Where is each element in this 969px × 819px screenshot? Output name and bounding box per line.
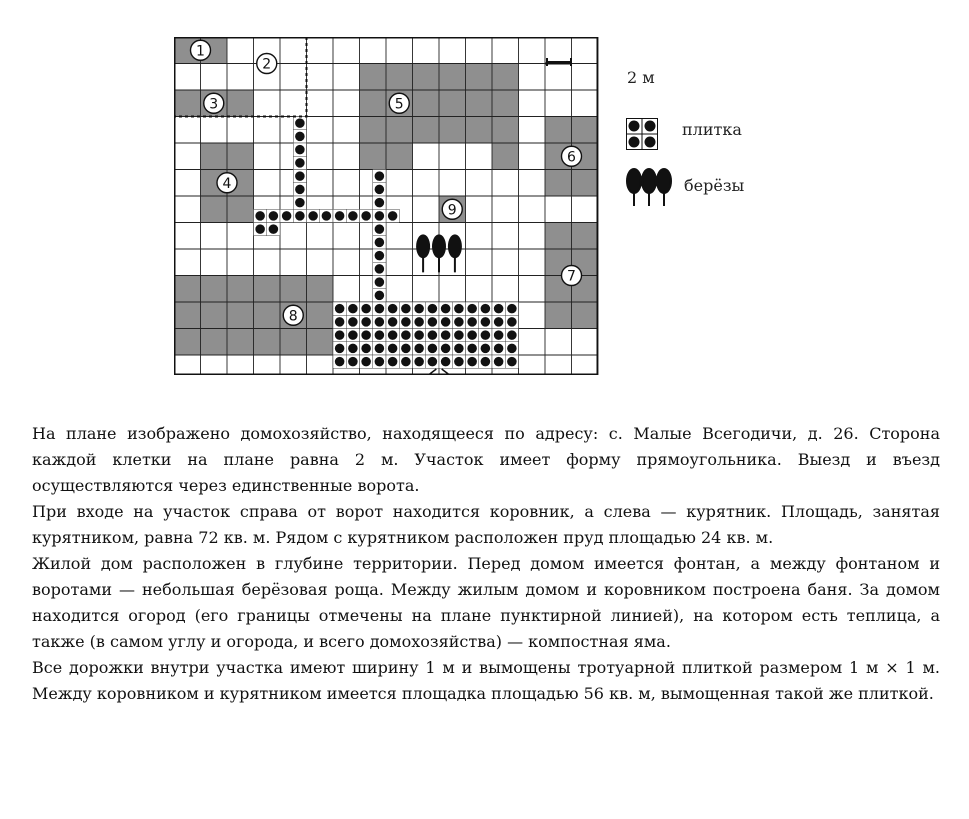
tile-dot <box>428 304 438 314</box>
tile-dot <box>414 357 424 367</box>
tile-dot <box>481 344 491 354</box>
tile-dot <box>494 344 504 354</box>
tile-dot <box>375 304 385 314</box>
tile-dot <box>441 330 451 340</box>
tile-dot <box>295 185 305 195</box>
tile-dot <box>269 224 279 234</box>
paragraph-1: На плане изображено домохозяйство, находящееся по адресу: с. Малые Всегодичи, д. 26. Сторона каждой клетки на плане равна 2 м. Участок имеет форму прямоугольника. Выезд и въезд осуществляются через единственные ворота. <box>32 424 940 495</box>
tile-dot <box>375 277 385 287</box>
tile-dot <box>467 304 477 314</box>
object-4-label <box>217 173 237 193</box>
tile-dot <box>454 304 464 314</box>
object-9-label <box>442 199 462 219</box>
tile-dot <box>361 344 371 354</box>
tile-dot <box>414 344 424 354</box>
tile-dot <box>388 317 398 327</box>
tile-dot <box>507 357 517 367</box>
tile-dot <box>388 344 398 354</box>
number-text: 1 <box>196 43 205 60</box>
tile-dot <box>388 304 398 314</box>
birch-crown <box>416 234 430 258</box>
tile-dot <box>494 304 504 314</box>
scale-bar-icon <box>546 58 572 66</box>
tile-dot <box>428 317 438 327</box>
tile-dot <box>375 185 385 195</box>
tile-dot <box>295 158 305 168</box>
tile-dot <box>361 357 371 367</box>
tile-dot <box>361 317 371 327</box>
tile-dot <box>348 344 358 354</box>
tile-dot <box>375 264 385 274</box>
tile-dot <box>375 330 385 340</box>
tile-dot <box>494 317 504 327</box>
tile-dot <box>454 317 464 327</box>
tile-dot <box>494 357 504 367</box>
tile-dot <box>375 224 385 234</box>
tile-dot <box>441 317 451 327</box>
tile-dot <box>454 330 464 340</box>
tile-dot <box>401 330 411 340</box>
tile-dot <box>335 304 345 314</box>
tile-dot <box>467 344 477 354</box>
tile-dot <box>335 211 345 221</box>
tile-dot <box>414 330 424 340</box>
birch-icon <box>432 234 446 272</box>
tile-dot <box>269 211 279 221</box>
tile-dot <box>295 132 305 142</box>
tile-dot <box>441 344 451 354</box>
tile-dot <box>481 304 491 314</box>
tile-dot <box>388 330 398 340</box>
tile-dot <box>375 171 385 181</box>
number-text: 7 <box>567 268 576 285</box>
tile-dot <box>295 171 305 181</box>
tile-dot <box>454 357 464 367</box>
tile-dot <box>375 291 385 301</box>
tile-dot <box>335 357 345 367</box>
object-3-label <box>204 93 224 113</box>
tile-dot <box>361 330 371 340</box>
tile-dot <box>375 317 385 327</box>
tile-dot <box>255 224 265 234</box>
tile-dot <box>388 357 398 367</box>
tile-dot <box>467 330 477 340</box>
tile-dot <box>467 317 477 327</box>
tile-dot <box>335 317 345 327</box>
tile-legend-icon <box>626 118 658 150</box>
number-text: 4 <box>222 175 232 192</box>
number-text: 6 <box>567 149 576 166</box>
object-1-label <box>191 40 211 60</box>
tile-dot <box>348 317 358 327</box>
tile-dot <box>322 211 332 221</box>
tile-dot <box>335 330 345 340</box>
tile-dot <box>507 344 517 354</box>
task-text <box>32 421 940 707</box>
tile-dot <box>375 344 385 354</box>
tile-dot <box>282 211 292 221</box>
tile-dot <box>507 304 517 314</box>
number-text: 5 <box>394 96 404 113</box>
tile-dot <box>428 344 438 354</box>
birch-icon <box>448 234 462 272</box>
tile-dot <box>441 357 451 367</box>
tile-dot <box>401 304 411 314</box>
tile-dot <box>414 317 424 327</box>
birch-icon <box>416 234 430 272</box>
tile-dot <box>295 118 305 128</box>
tile-dot <box>467 357 477 367</box>
tile-dot <box>481 317 491 327</box>
birch-crown <box>432 234 446 258</box>
tile-dot <box>295 211 305 221</box>
tile-dot <box>441 304 451 314</box>
tile-dot <box>414 304 424 314</box>
birch-legend-icon <box>626 168 672 208</box>
number-text: 9 <box>447 202 457 219</box>
tile-dot <box>375 211 385 221</box>
tile-dot <box>428 357 438 367</box>
scale-label: 2 м <box>627 68 655 87</box>
object-8-label <box>283 305 303 325</box>
tile-dot <box>348 357 358 367</box>
paragraph-4: Все дорожки внутри участка имеют ширину 1 м и вымощены тротуарной плиткой размером 1 м × 1 м. Между коровником и курятником имеется площадка площадью 56 кв. м, вымощенная такой же плиткой. <box>32 658 940 703</box>
birch-crown <box>448 234 462 258</box>
tile-dot <box>348 211 358 221</box>
tile-dot <box>348 330 358 340</box>
tile-dot <box>481 357 491 367</box>
tile-dot <box>428 330 438 340</box>
tile-dot <box>255 211 265 221</box>
tile-dot <box>335 344 345 354</box>
site-plan <box>174 37 600 375</box>
tile-dot <box>507 330 517 340</box>
tile-dot <box>401 317 411 327</box>
birch-label: берёзы <box>684 176 745 195</box>
tile-dot <box>295 198 305 208</box>
tile-dot <box>375 198 385 208</box>
object-6-label <box>562 146 582 166</box>
tile-dot <box>507 317 517 327</box>
tile-dot <box>388 211 398 221</box>
paragraph-2: При входе на участок справа от ворот находится коровник, а слева — курятник. Площадь, занятая курятником, равна 72 кв. м. Рядом с курятником расположен пруд площадью 24 кв. м. <box>32 502 940 547</box>
paragraph-3: Жилой дом расположен в глубине территории. Перед домом имеется фонтан, а между фонтаном и воротами — небольшая берёзовая роща. Между жилым домом и коровником построена баня. За домом находится огород (его границы отмечены на плане пунктирной линией), на котором есть теплица, а также (в самом углу и огорода, и всего домохозяйства) — компостная яма. <box>32 554 940 651</box>
object-2-label <box>257 54 277 74</box>
tile-dot <box>361 304 371 314</box>
tile-dot <box>375 251 385 261</box>
tile-dot <box>308 211 318 221</box>
tile-dot <box>375 238 385 248</box>
object-5-label <box>389 93 409 113</box>
tile-dot <box>494 330 504 340</box>
number-text: 2 <box>262 56 272 73</box>
tile-dot <box>348 304 358 314</box>
site-plan-svg <box>174 37 600 375</box>
tile-dot <box>401 344 411 354</box>
tile-dot <box>295 145 305 155</box>
number-text: 8 <box>288 308 298 325</box>
tile-label: плитка <box>682 120 742 139</box>
tile-dot <box>481 330 491 340</box>
object-7-label <box>562 266 582 286</box>
tile-dot <box>401 357 411 367</box>
tile-dot <box>454 344 464 354</box>
tile-dot <box>375 357 385 367</box>
number-text: 3 <box>209 96 219 113</box>
tile-dot <box>361 211 371 221</box>
